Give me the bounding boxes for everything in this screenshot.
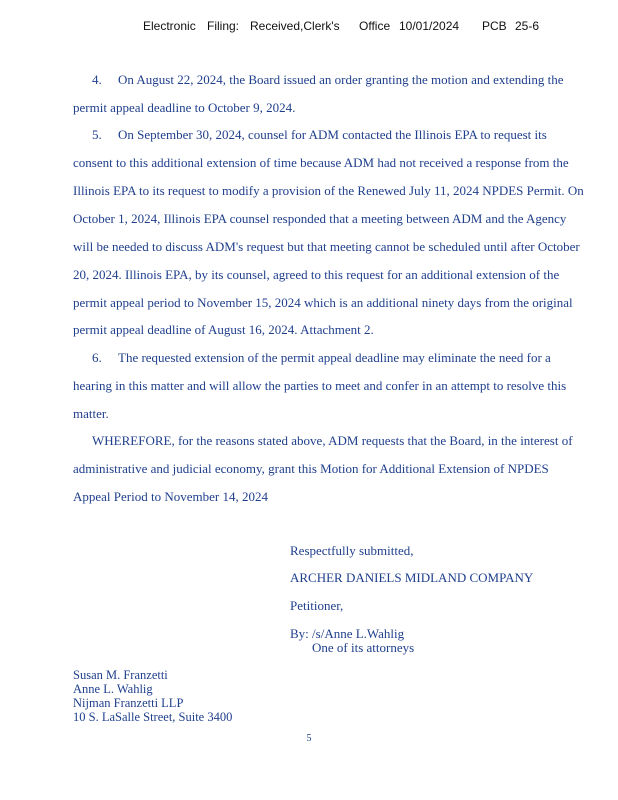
paragraph-5-line: permit appeal deadline of August 16, 2024. Attachment 2. [73, 322, 374, 337]
header-filing: Filing: [207, 19, 240, 33]
paragraph-5-line: permit appeal period to November 15, 2024 which is an additional ninety days from the original [73, 295, 573, 310]
paragraph-5-line: On September 30, 2024, counsel for ADM contacted the Illinois EPA to request its [118, 127, 547, 142]
paragraph-6-line: hearing in this matter and will allow the parties to meet and confer in an attempt to resolve this [73, 378, 567, 393]
counsel-name: Susan M. Franzetti [73, 668, 168, 682]
header-electronic: Electronic [143, 19, 196, 33]
counsel-firm: Nijman Franzetti LLP [73, 696, 184, 710]
paragraph-5-line: October 1, 2024, Illinois EPA counsel responded that a meeting between ADM and the Agency [73, 211, 567, 226]
paragraph-5-number: 5. [92, 127, 102, 142]
filing-header [0, 19, 618, 39]
signature-attorney: One of its attorneys [312, 640, 415, 655]
header-date: 10/01/2024 [399, 19, 460, 33]
paragraph-5-line: Illinois EPA to its request to modify a provision of the Renewed July 11, 2024 NPDES Permit. On [73, 183, 584, 198]
counsel-address: 10 S. LaSalle Street, Suite 3400 [73, 710, 233, 724]
paragraph-6-line: matter. [73, 406, 109, 421]
page-number: 5 [306, 733, 312, 744]
paragraph-6-number: 6. [92, 350, 102, 365]
paragraph-5-line: will be needed to discuss ADM's request but that meeting cannot be scheduled until after October [73, 239, 580, 254]
wherefore-line: WHEREFORE, for the reasons stated above, ADM requests that the Board, in the interest of [92, 433, 573, 448]
paragraph-6-line: The requested extension of the permit appeal deadline may eliminate the need for a [118, 350, 551, 365]
signature-closing: Respectfully submitted, [290, 543, 414, 558]
paragraph-5-line: 20, 2024. Illinois EPA, by its counsel, agreed to this request for an additional extension of the [73, 267, 560, 282]
paragraph-4-number: 4. [92, 72, 102, 87]
signature-by: By: /s/Anne L.Wahlig [290, 626, 405, 641]
header-office: Office [359, 19, 391, 33]
paragraph-5-line: consent to this additional extension of time because ADM had not received a response from the [73, 155, 569, 170]
counsel-name: Anne L. Wahlig [73, 682, 153, 696]
paragraph-4-line: permit appeal deadline to October 9, 2024. [73, 100, 296, 115]
paragraph-4-line: On August 22, 2024, the Board issued an order granting the motion and extending the [118, 72, 564, 87]
header-received: Received,Clerk's [250, 19, 340, 33]
wherefore-line: Appeal Period to November 14, 2024 [73, 489, 268, 504]
wherefore-line: administrative and judicial economy, grant this Motion for Additional Extension of NPDES [73, 461, 549, 476]
signature-company: ARCHER DANIELS MIDLAND COMPANY [290, 570, 534, 585]
signature-role: Petitioner, [290, 598, 344, 613]
counsel-block [73, 668, 232, 724]
header-case-number: 25-6 [515, 19, 540, 33]
header-pcb: PCB [482, 19, 507, 33]
